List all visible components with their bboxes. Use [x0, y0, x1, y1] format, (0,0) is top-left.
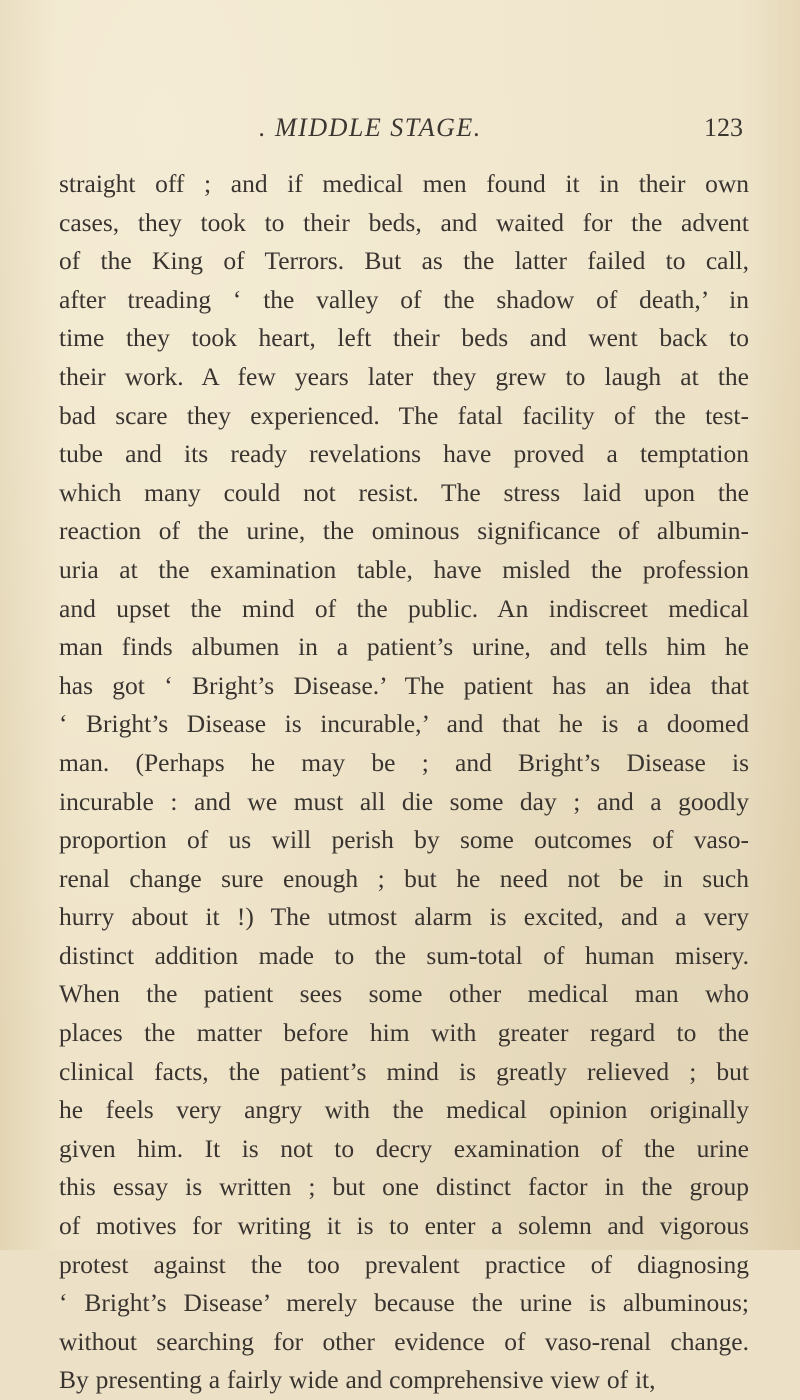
text-line: straight off ; and if medical men found it in their own	[59, 169, 749, 198]
text-line: and upset the mind of the public. An indiscreet medical	[59, 593, 749, 623]
body-text	[59, 165, 749, 1400]
text-line: ‘ Bright’s Disease is incurable,’ and that he is a doomed	[59, 709, 749, 739]
text-line: incurable : and we must all die some day ; and a goodly	[59, 786, 749, 816]
text-line: this essay is written ; but one distinct factor in the group	[59, 1172, 749, 1202]
text-line: proportion of us will perish by some outcomes of vaso-	[59, 825, 749, 855]
text-line: When the patient sees some other medical man who	[59, 979, 749, 1009]
text-line: of motives for writing it is to enter a solemn and vigorous	[59, 1211, 749, 1241]
running-title: . MIDDLE STAGE.	[259, 113, 482, 142]
text-line: hurry about it !) The utmost alarm is excited, and a very	[59, 902, 749, 932]
text-line: protest against the too prevalent practice of diagnosing	[59, 1249, 749, 1279]
text-line: renal change sure enough ; but he need not be in such	[59, 863, 749, 893]
text-line: distinct addition made to the sum-total of human misery.	[59, 940, 749, 970]
text-line: after treading ‘ the valley of the shadow of death,’ in	[59, 284, 749, 314]
text-line: tube and its ready revelations have proved a temptation	[59, 439, 749, 469]
text-line: time they took heart, left their beds and went back to	[59, 323, 749, 353]
text-line: given him. It is not to decry examination of the urine	[59, 1133, 749, 1163]
text-line: he feels very angry with the medical opinion originally	[59, 1095, 749, 1125]
text-line: man. (Perhaps he may be ; and Bright’s Disease is	[59, 747, 749, 777]
running-head	[0, 113, 800, 149]
text-line: their work. A few years later they grew to laugh at the	[59, 361, 749, 391]
text-line: of the King of Terrors. But as the latter failed to call,	[59, 246, 749, 276]
text-line: ‘ Bright’s Disease’ merely because the urine is albuminous;	[59, 1288, 749, 1318]
text-line: without searching for other evidence of vaso-renal change.	[59, 1326, 749, 1356]
text-line: clinical facts, the patient’s mind is greatly relieved ; but	[59, 1056, 749, 1086]
text-line: uria at the examination table, have misled the profession	[59, 554, 749, 584]
text-line: bad scare they experienced. The fatal facility of the test-	[59, 400, 749, 430]
text-line: reaction of the urine, the ominous significance of albumin-	[59, 516, 749, 546]
text-line: has got ‘ Bright’s Disease.’ The patient has an idea that	[59, 670, 749, 700]
text-line: which many could not resist. The stress laid upon the	[59, 477, 749, 507]
text-line: man finds albumen in a patient’s urine, and tells him he	[59, 632, 749, 662]
text-line: cases, they took to their beds, and waited for the advent	[59, 207, 749, 237]
text-line: places the matter before him with greater regard to the	[59, 1018, 749, 1048]
page-number: 123	[704, 113, 743, 142]
text-line: By presenting a fairly wide and comprehensive view of it,	[59, 1365, 656, 1395]
